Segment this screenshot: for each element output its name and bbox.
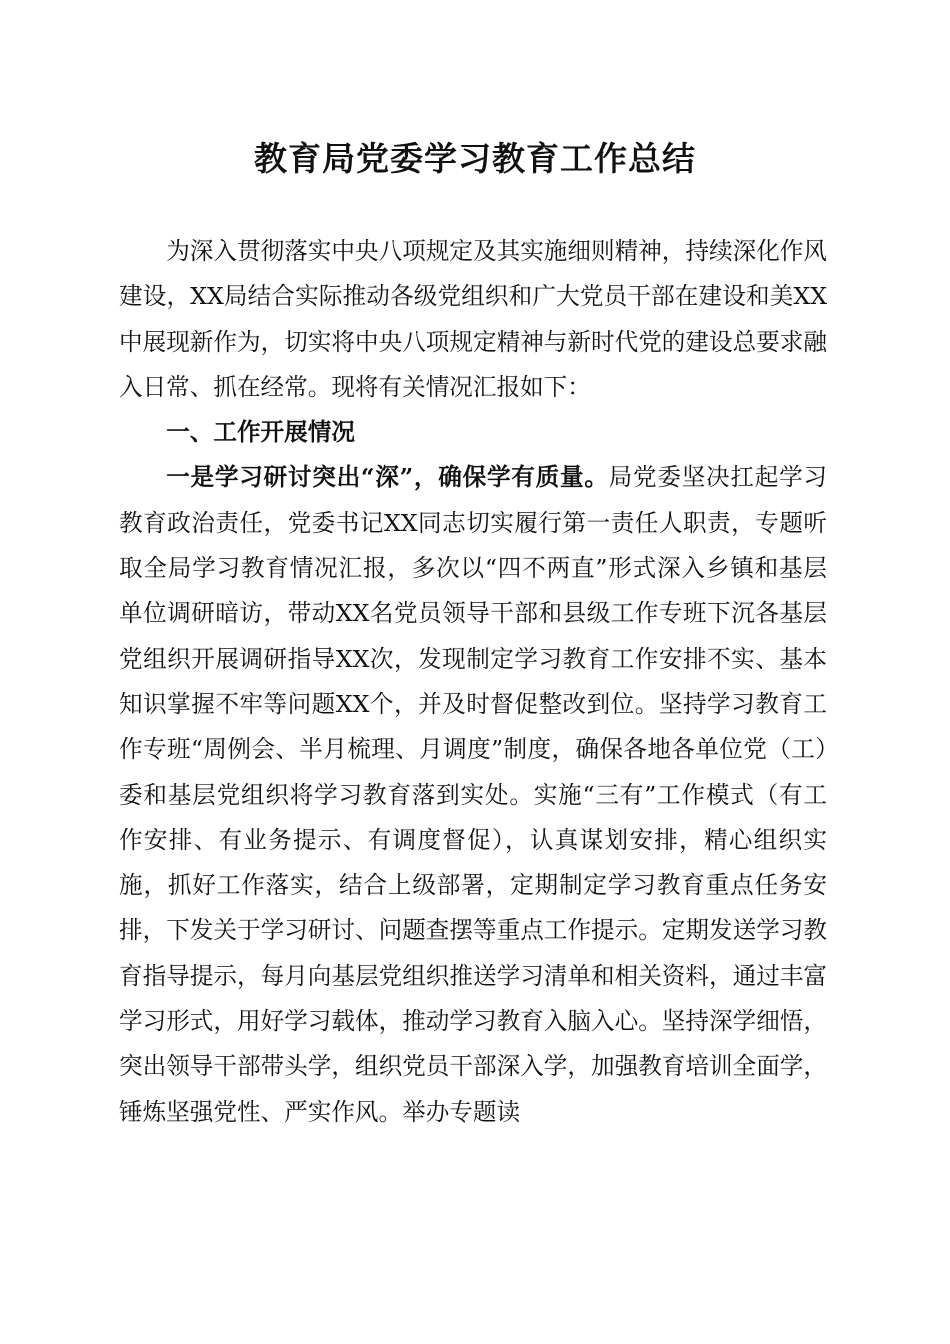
section-heading: 一、工作开展情况: [166, 418, 355, 447]
point-body: 局党委坚决扛起学习教育政治责任，党委书记XX同志切实履行第一责任人职责，专题听取全局学习教育情况汇报，多次以“四不两直”形式深入乡镇和基层单位调研暗访，带动XX名党员领导干部和县级工作专班下沉各基层党组织开展调研指导XX次，发现制定学习教育工作安排不实、基本知识掌握不牢等问题XX个，并及时督促整改到位。坚持学习教育工作专班“周例会、半月梳理、月调度”制度，确保各地各单位党（工）委和基层党组织将学习教育落到实处。实施“三有”工作模式（有工作安排、有业务提示、有调度督促），认真谋划安排，精心组织实施，抓好工作落实，结合上级部署，定期制定学习教育重点任务安排，下发关于学习研讨、问题查摆等重点工作提示。定期发送学习教育指导提示，每月向基层党组织推送学习清单和相关资料，通过丰富学习形式，用好学习载体，推动学习教育入脑入心。坚持深学细悟，突出领导干部带头学，组织党员干部深入学，加强教育培训全面学，锤炼坚强党性、严实作风。举办专题读: [119, 463, 828, 1126]
point-lead: 一是学习研讨突出“深”，确保学有质量。: [166, 463, 609, 492]
document-title: 教育局党委学习教育工作总结: [254, 139, 696, 178]
point-paragraph: [119, 455, 827, 1134]
intro-paragraph: 为深入贯彻落实中央八项规定及其实施细则精神，持续深化作风建设，XX局结合实际推动各级党组织和广大党员干部在建设和美XX中展现新作为，切实将中央八项规定精神与新时代党的建设总要求融入日常、抓在经常。现将有关情况汇报如下：: [119, 237, 827, 401]
document-body: [119, 229, 827, 1135]
